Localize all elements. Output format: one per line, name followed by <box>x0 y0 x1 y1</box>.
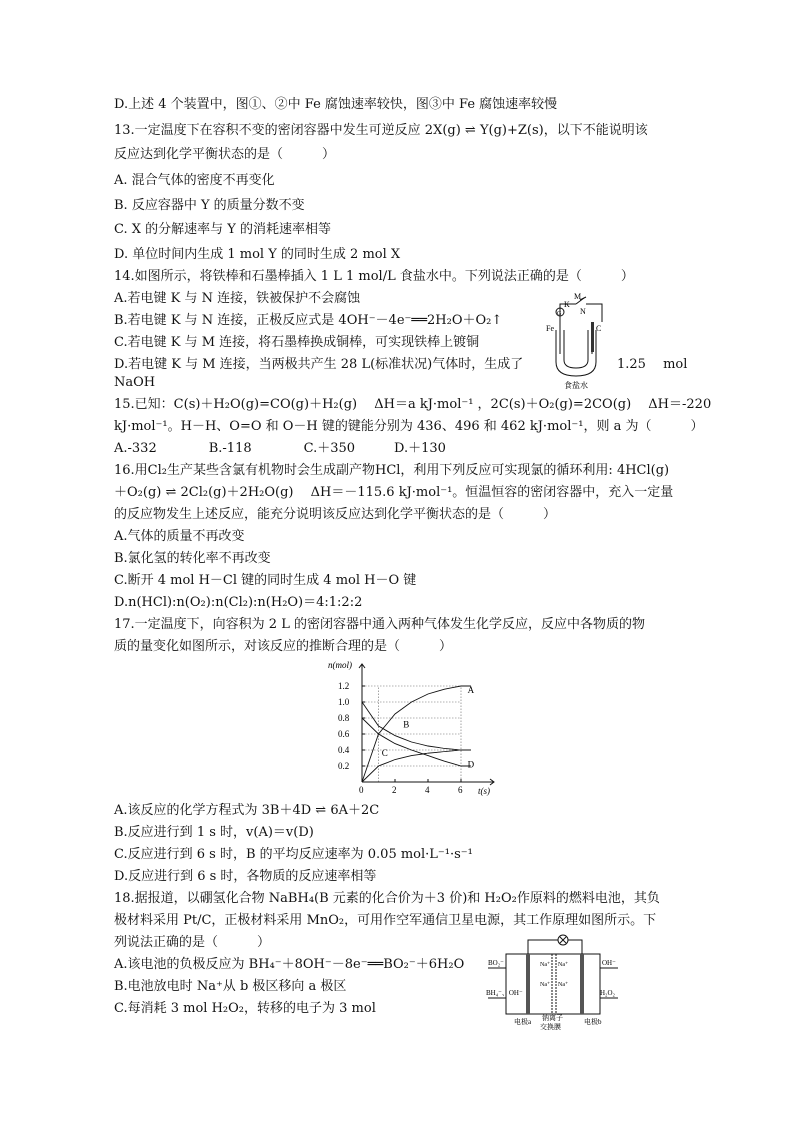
q13-stem-1: 13.一定温度下在容积不变的密闭容器中发生可逆反应 2X(g) ⇌ Y(g)+Z(s)，以下不能说明该 <box>114 123 648 138</box>
q14-stem: 14.如图所示，将铁棒和石墨棒插入 1 L 1 mol/L 食盐水中。下列说法正确的是（ ） <box>114 269 634 284</box>
na-label-1: Na⁺ <box>540 962 551 968</box>
q13-option-c: C. X 的分解速率与 Y 的消耗速率相等 <box>114 222 331 237</box>
q16-line-2: ＋O₂(g) ⇌ 2Cl₂(g)＋2H₂O(g) ΔH＝－115.6 kJ·mol⁻¹。恒温恒容的密闭容器中，充入一定量 <box>114 485 674 500</box>
q18-line-3: 列说法正确的是（ ） <box>114 935 271 950</box>
oh-right-label: OH⁻ <box>602 959 616 967</box>
q14-option-d-2: NaOH <box>114 375 156 390</box>
y-tick-label: 0.8 <box>338 713 350 723</box>
na-label-3: Na⁺ <box>540 982 551 988</box>
q16-line-1: 16.用Cl₂生产某些含氯有机物时会生成副产物HCl，利用下列反应可实现氯的循环利用: 4HCl(g) <box>114 463 670 478</box>
q17-option-a: A.该反应的化学方程式为 3B＋4D ⇌ 6A＋2C <box>114 803 380 818</box>
membrane-label-1: 钠离子 <box>542 1014 563 1022</box>
q16-option-b: B.氯化氢的转化率不再改变 <box>114 551 271 566</box>
q18-option-b: B.电池放电时 Na⁺从 b 极区移向 a 极区 <box>114 979 347 994</box>
bo2-label: BO₂⁻ <box>488 959 504 967</box>
bh4-label: BH₄⁻、OH⁻ <box>486 989 523 997</box>
q14-option-c: C.若电键 K 与 M 连接，将石墨棒换成铜棒，可实现铁棒上镀铜 <box>114 335 480 350</box>
q14-circuit-figure <box>546 292 610 392</box>
x-tick-label: 6 <box>458 785 463 795</box>
q18-cell-figure <box>484 932 622 1032</box>
q18-line-2: 极材料采用 Pt/C，正极材料采用 MnO₂，可用作空军通信卫星电源，其工作原理如图所示。下 <box>114 913 657 928</box>
x-tick-label: 0 <box>359 785 364 795</box>
c-electrode-label: C <box>596 324 602 333</box>
x-axis-label: t(s) <box>478 786 490 796</box>
switch-m-label: M <box>574 292 582 301</box>
fe-electrode-label: Fe <box>546 324 554 333</box>
q17-option-d: D.反应进行到 6 s 时，各物质的反应速率相等 <box>114 869 377 884</box>
y-tick-label: 0.6 <box>338 729 350 739</box>
q17-option-b: B.反应进行到 1 s 时，v(A)＝v(D) <box>114 825 314 840</box>
q13-option-d: D. 单位时间内生成 1 mol Y 的同时生成 2 mol X <box>114 247 401 262</box>
galvanometer-g-label: G <box>557 311 562 317</box>
q13-option-b: B. 反应容器中 Y 的质量分数不变 <box>114 198 305 213</box>
series-label-A: A <box>467 685 475 695</box>
switch-n-label: N <box>580 307 586 316</box>
q16-line-3: 的反应物发生上述反应，能充分说明该反应达到化学平衡状态的是（ ） <box>114 507 557 522</box>
y-axis-label: n(mol) <box>328 660 352 670</box>
q16-option-a: A.气体的质量不再改变 <box>114 529 245 544</box>
x-tick-label: 2 <box>392 785 397 795</box>
q12-option-d: D.上述 4 个装置中，图①、②中 Fe 腐蚀速率较快，图③中 Fe 腐蚀速率较慢 <box>114 97 558 112</box>
series-label-C: C <box>381 748 388 759</box>
switch-k-label: K <box>564 300 570 309</box>
q16-option-d: D.n(HCl):n(O₂):n(Cl₂):n(H₂O)＝4:1:2:2 <box>114 595 363 610</box>
na-label-4: Na⁺ <box>558 982 569 988</box>
q13-option-a: A. 混合气体的密度不再变化 <box>114 173 275 188</box>
q14-option-d-1: D.若电键 K 与 M 连接，当两极共产生 28 L(标准状况)气体时，生成了 <box>114 357 524 372</box>
q14-option-d-1b: 1.25 mol <box>617 357 688 372</box>
q18-option-c: C.每消耗 3 mol H₂O₂，转移的电子为 3 mol <box>114 1001 376 1016</box>
y-tick-label: 0.4 <box>338 745 350 755</box>
q14-option-a: A.若电键 K 与 N 连接，铁被保护不会腐蚀 <box>114 291 361 306</box>
na-label-2: Na⁺ <box>558 962 569 968</box>
q18-option-a: A.该电池的负极反应为 BH₄⁻＋8OH⁻－8e⁻══BO₂⁻＋6H₂O <box>114 957 465 972</box>
y-tick-label: 0.2 <box>338 761 350 771</box>
membrane-label-2: 交换膜 <box>540 1023 561 1031</box>
q14-option-b: B.若电键 K 与 N 连接，正极反应式是 4OH⁻－4e⁻══2H₂O＋O₂↑ <box>114 313 503 328</box>
electrode-a-label: 电极a <box>514 1018 532 1026</box>
q15-line-1: 15.已知：C(s)＋H₂O(g)=CO(g)＋H₂(g) ΔH＝a kJ·mol⁻¹ ，2C(s)＋O₂(g)=2CO(g) ΔH＝-220 <box>114 397 712 412</box>
q16-option-c: C.断开 4 mol H－Cl 键的同时生成 4 mol H－O 键 <box>114 573 417 588</box>
y-tick-label: 1.0 <box>338 697 350 707</box>
x-tick-label: 4 <box>425 785 430 795</box>
y-tick-label: 1.2 <box>338 681 350 691</box>
q17-line-1: 17.一定温度下，向容积为 2 L 的密闭容器中通入两种气体发生化学反应，反应中各物质的物 <box>114 617 645 632</box>
series-label-D: D <box>467 759 475 770</box>
q15-options: A.-332 B.-118 C.＋350 D.＋130 <box>114 441 446 456</box>
series-label-B: B <box>403 719 410 730</box>
q17-option-c: C.反应进行到 6 s 时，B 的平均反应速率为 0.05 mol·L⁻¹·s⁻¹ <box>114 847 473 862</box>
h2o2-label: H₂O₂ <box>600 989 615 997</box>
salt-water-label: 食盐水 <box>564 381 588 390</box>
electrode-b-label: 电极b <box>584 1018 602 1026</box>
q15-line-2: kJ·mol⁻¹。H－H、O=O 和 O－H 键的键能分别为 436、496 和 462 kJ·mol⁻¹，则 a 为（ ） <box>114 419 704 434</box>
q13-stem-2: 反应达到化学平衡状态的是（ ） <box>114 147 336 162</box>
q17-line-2: 质的量变化如图所示，对该反应的推断合理的是（ ） <box>114 639 453 654</box>
q17-chart <box>326 658 502 798</box>
q18-line-1: 18.据报道，以硼氢化合物 NaBH₄(B 元素的化合价为＋3 价)和 H₂O₂作原料的燃料电池，其负 <box>114 891 660 906</box>
